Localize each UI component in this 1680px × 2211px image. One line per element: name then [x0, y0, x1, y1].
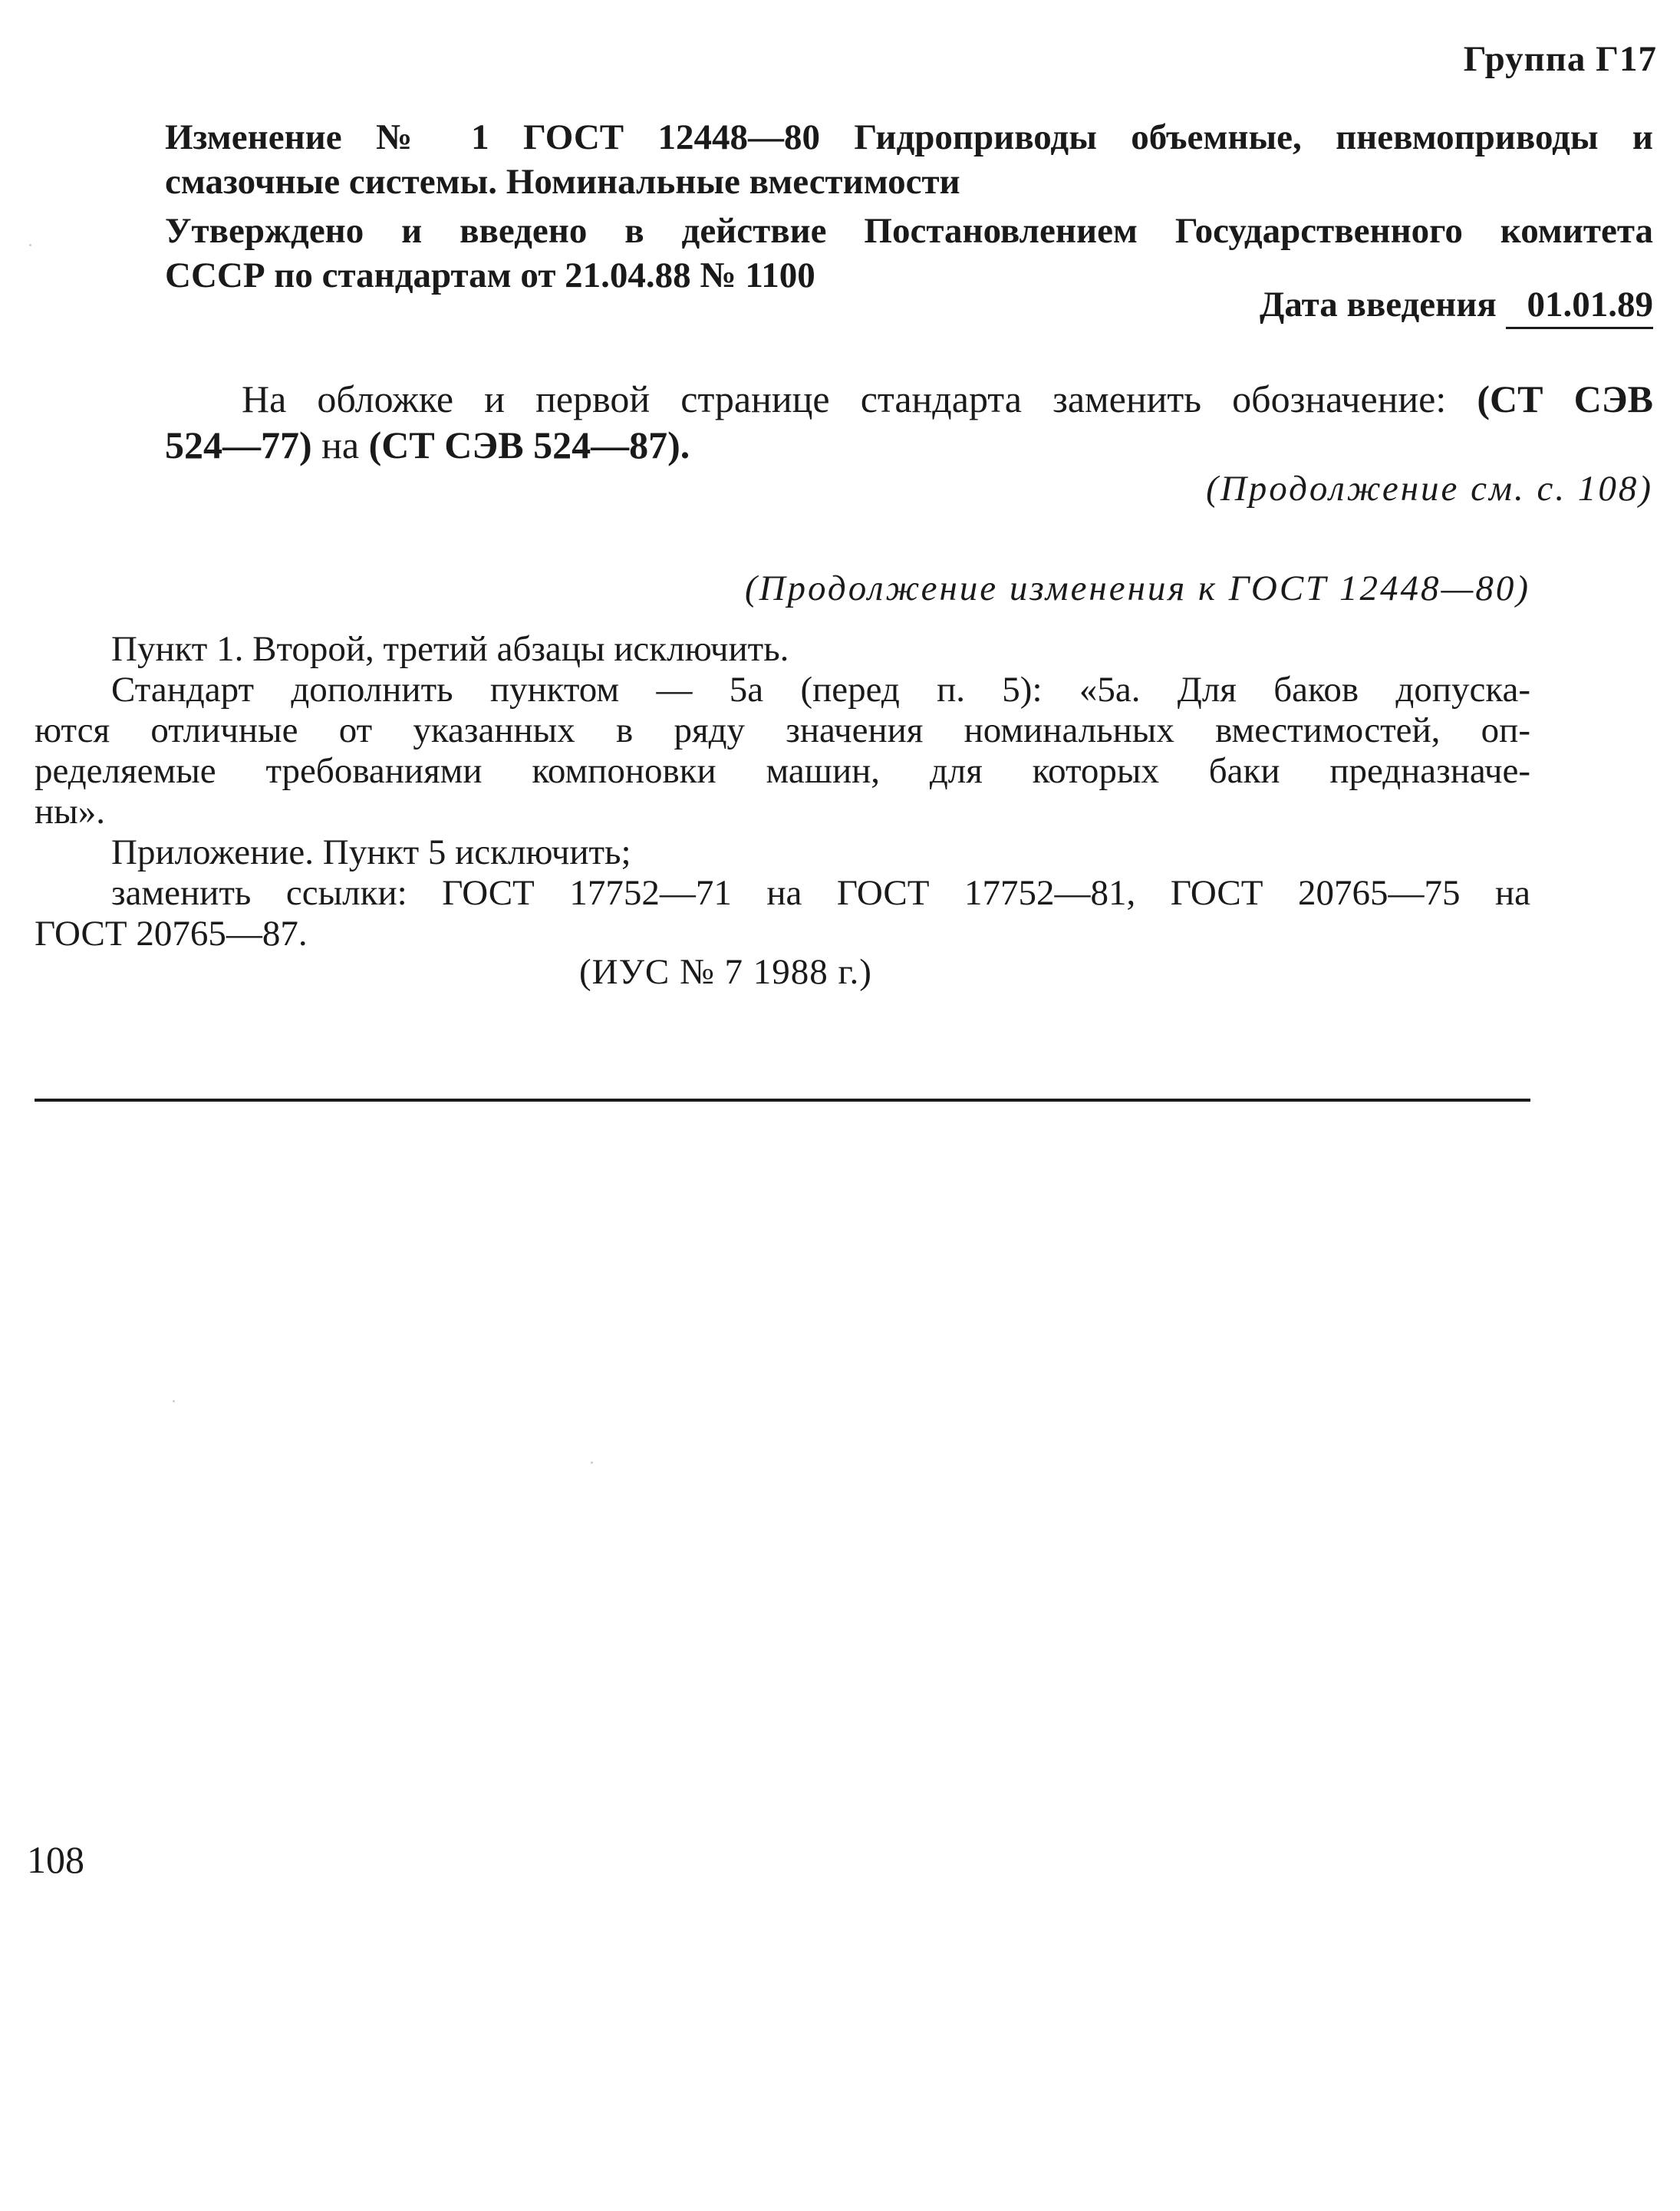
effective-date-value: 01.01.89 [1506, 284, 1654, 329]
approval-line-1: Утверждено и введено в действие Постановлением Государственного комитета [165, 211, 1653, 251]
scan-speck [173, 1400, 175, 1402]
body-paragraph-2-line-4: ны». [35, 792, 105, 832]
continuation-note-header: (Продолжение изменения к ГОСТ 12448—80) [744, 568, 1530, 608]
effective-date [1260, 284, 1653, 329]
body-paragraph-1: Пункт 1. Второй, третий абзацы исключить. [111, 629, 789, 669]
body-paragraph-2-line-3: ределяемые требованиями компоновки машин, для которых баки предназначе- [35, 751, 1530, 791]
divider-rule [35, 1099, 1530, 1102]
cover-replacement-paragraph [165, 376, 1653, 468]
title-line-2: смазочные системы. Номинальные вместимости [165, 162, 960, 202]
cover-para-old-code-start: (СТ СЭВ [1477, 377, 1653, 420]
cover-para-line-2 [165, 422, 1653, 468]
page-number: 108 [27, 1838, 84, 1881]
continuation-note-see-page: (Продолжение см. с. 108) [1206, 469, 1653, 509]
body-paragraph-2-line-1: Стандарт дополнить пунктом — 5а (перед п. 5): «5а. Для баков допуска- [111, 670, 1530, 710]
cover-para-text-2: на [321, 423, 360, 466]
ius-reference: (ИУС № 7 1988 г.) [579, 952, 872, 992]
scan-speck [591, 1461, 593, 1464]
effective-date-label: Дата введения [1259, 285, 1497, 325]
body-paragraph-3: Приложение. Пункт 5 исключить; [111, 832, 631, 872]
cover-para-text-1: На обложке и первой странице стандарта заменить обозначение: [242, 377, 1447, 420]
scan-speck [29, 244, 31, 246]
amendment-body [35, 629, 1530, 954]
body-paragraph-4-line-1: заменить ссылки: ГОСТ 17752—71 на ГОСТ 17752—81, ГОСТ 20765—75 на [111, 873, 1530, 913]
approval-line-2: СССР по стандартам от 21.04.88 № 1100 [165, 255, 815, 295]
body-paragraph-2-line-2: ются отличные от указанных в ряду значения номинальных вместимостей, оп- [35, 710, 1530, 750]
cover-para-new-code: (СТ СЭВ 524—87). [368, 423, 690, 466]
group-label: Группа Г17 [1463, 39, 1657, 79]
body-paragraph-4-line-2: ГОСТ 20765—87. [35, 914, 308, 954]
title-line-1: Изменение № 1 ГОСТ 12448—80 Гидроприводы объемные, пневмоприводы и [165, 117, 1653, 157]
document-title [165, 115, 1653, 204]
cover-para-old-code-end: 524—77) [165, 423, 312, 466]
cover-para-line-1 [165, 376, 1653, 422]
